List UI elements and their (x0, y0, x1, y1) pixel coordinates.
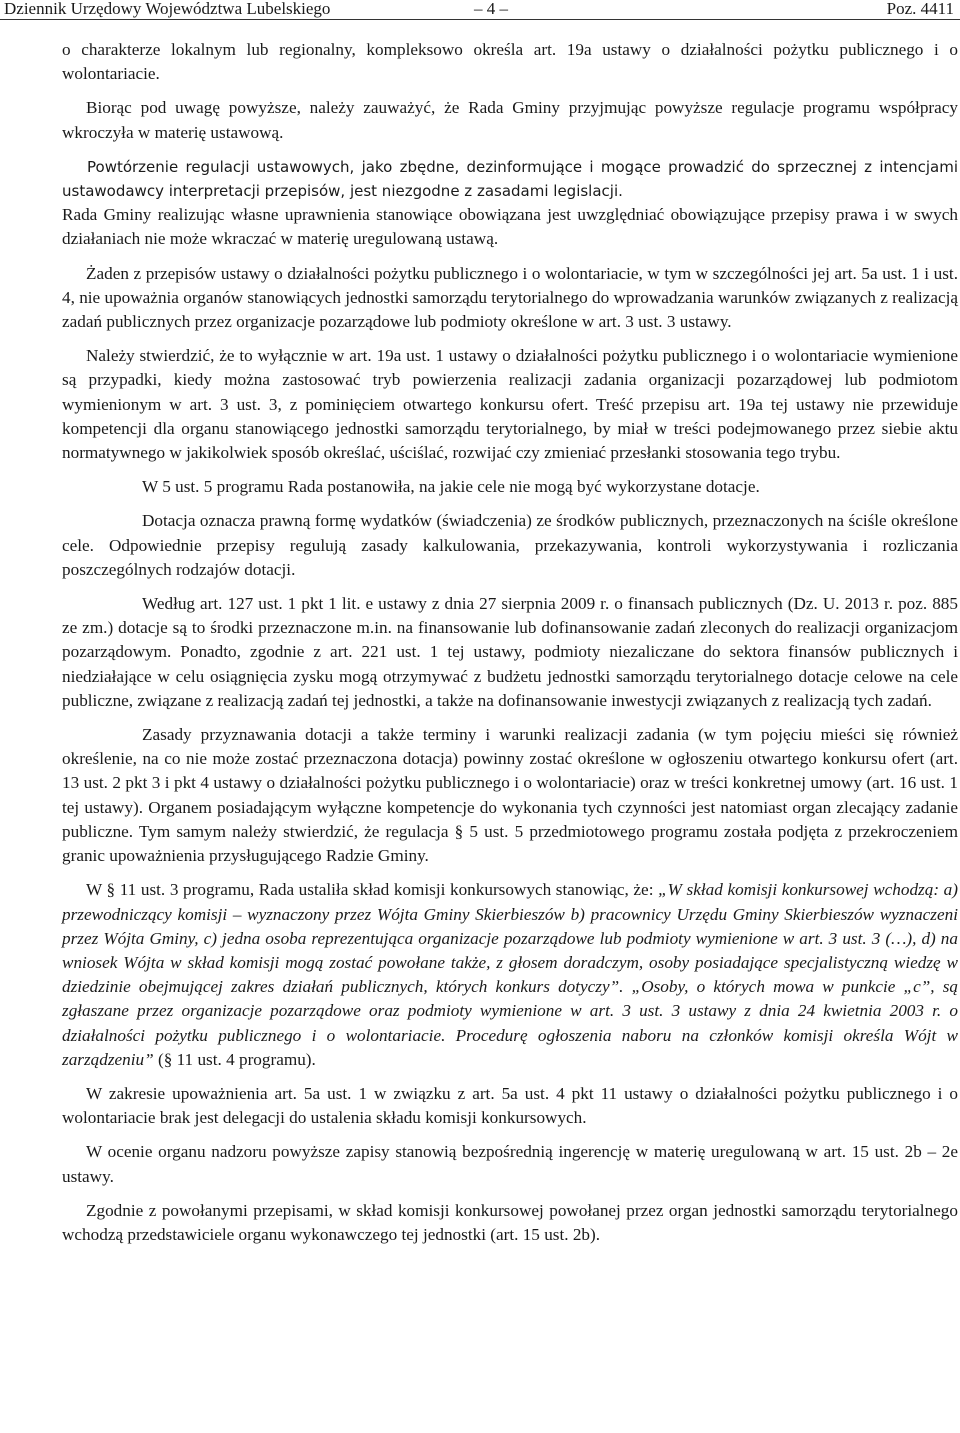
paragraph: W 5 ust. 5 programu Rada postanowiła, na jakie cele nie mogą być wykorzystane dotacje. (142, 477, 760, 497)
paragraph (62, 155, 958, 203)
paragraph-citation: (§ 11 ust. 4 programu). (157, 1049, 316, 1069)
paragraph: Dotacja oznacza prawną formę wydatków (świadczenia) ze środków publicznych, przeznaczonych na ściśle określone cele. Odpowiednie przepisy regulują zasady kalkulowania, przekazywania, kontroli wykorzystywania i rozliczania poszczególnych rodzajów dotacji. (62, 511, 958, 579)
paragraph: Żaden z przepisów ustawy o działalności pożytku publicznego i o wolontariacie, w tym w szczególności jej art. 5a ust. 1 i ust. 4, nie upoważnia organów stanowiących jednostki samorządu terytorialnego do wprowadzania warunków związanych z realizacją zadań publicznych przez organizacje pozarządowe lub podmioty określone w art. 3 ust. 3 ustawy. (62, 263, 958, 332)
header-divider (0, 19, 960, 20)
quoted-regulation: „W skład komisji konkursowej wchodzą: a) przewodniczący komisji – wyznaczony przez Wójta Gminy Skierbieszów b) pracownicy Urzędu Gminy Skierbieszów wyznaczeni przez Wójta Gminy, c) jedna osoba reprezentująca organizacje pozarządowe lub podmioty wymienione w art. 3 ust. 3 (…), d) na wniosek Wójta w skład komisji mogą zostać powołane także, z głosem doradczym, osoby posiadające specjalistyczną wiedzę w dziedzinie obejmującej zakres działań publicznych, których konkurs dotyczy”. „Osoby, o których mowa w punkcie „c”, są zgłaszane przez organizacje pozarządowe oraz podmioty wymienione w art. 3 ust. 3 ustawy z dnia 24 kwietnia 2003 r. o działalności pożytku publicznego i o wolontariacie. Procedurę ogłoszenia naboru na członków komisji określa Wójt w zarządzeniu” (62, 880, 958, 1069)
paragraph: Rada Gminy realizując własne uprawnienia stanowiące obowiązana jest uwzględniać obowiązujące przepisy prawa i w swych działaniach nie może wkraczać w materię uregulowaną ustawą. (62, 205, 958, 249)
paragraph (62, 878, 958, 1072)
position-number: Poz. 4411 (886, 0, 954, 18)
document-header (0, 0, 960, 22)
page-number: – 4 – (474, 0, 508, 18)
paragraph-intro: W § 11 ust. 3 programu, Rada ustaliła skład komisji konkursowych stanowiąc, że: (86, 880, 654, 900)
paragraph: o charakterze lokalnym lub regionalny, kompleksowo określa art. 19a ustawy o działalności pożytku publicznego i o wolontariacie. (62, 40, 958, 84)
paragraph: Według art. 127 ust. 1 pkt 1 lit. e ustawy z dnia 27 sierpnia 2009 r. o finansach publicznych (Dz. U. 2013 r. poz. 885 ze zm.) dotacje są to środki przeznaczone m.in. na finansowanie lub dofinansowanie zadań zleconych do realizacji organizacjom pozarządowym. Ponadto, zgodnie z art. 221 ust. 1 tej ustawy, podmioty niezaliczane do sektora finansów publicznych i niedziałające w celu osiągnięcia zysku mogą otrzymywać z budżetu jednostki samorządu terytorialnego dotacje celowe na cele publiczne, związane z realizacją zadań tej jednostki, a także na dofinansowanie inwestycji związanych z realizacją tych zadań. (62, 594, 958, 710)
document-body (62, 38, 958, 1257)
paragraph: Zgodnie z powołanymi przepisami, w skład komisji konkursowej powołanej przez organ jednostki samorządu terytorialnego wchodzą przedstawiciele organu wykonawczego tej jednostki (art. 15 ust. 2b). (62, 1200, 958, 1244)
paragraph: Zasady przyznawania dotacji a także terminy i warunki realizacji zadania (w tym pojęciu mieści się również określenie, na co nie może zostać przeznaczona dotacja) powinny zostać określone w ogłoszeniu otwartego konkursu ofert (art. 13 ust. 2 pkt 3 i pkt 4 ustawy o działalności pożytku publicznego i o wolontariacie) oraz w treści konkretnej umowy (art. 16 ust. 1 tej ustawy). Organem posiadającym wyłączne kompetencje do wykonania tych czynności jest natomiast organ zlecający zadanie publiczne. Tym samym należy stwierdzić, że regulacja § 5 ust. 5 przedmiotowego programu została podjęta z przekroczeniem granic upoważnienia przysługującego Radzie Gminy. (62, 725, 958, 866)
paragraph: W ocenie organu nadzoru powyższe zapisy stanowią bezpośrednią ingerencję w materię uregulowaną w art. 15 ust. 2b – 2e ustawy. (62, 1142, 958, 1186)
journal-title: Dziennik Urzędowy Województwa Lubelskiego (4, 0, 331, 18)
paragraph: Należy stwierdzić, że to wyłącznie w art. 19a ust. 1 ustawy o działalności pożytku publicznego i o wolontariacie wymienione są przypadki, kiedy można zastosować tryb powierzenia realizacji zadania organizacji pozarządowej lub podmiotom wymienionym w art. 3 ust. 3, z pominięciem otwartego konkursu ofert. Treść przepisu art. 19a tej ustawy nie przewiduje kompetencji dla organu stanowiącego jednostki samorządu terytorialnego, by miał w treści podejmowanego przez siebie aktu normatywnego w jakikolwiek sposób określać, uściślać, rozwijać czy zmieniać przesłanki stosowania tego trybu. (62, 346, 958, 463)
paragraph: W zakresie upoważnienia art. 5a ust. 1 w związku z art. 5a ust. 4 pkt 11 ustawy o działalności pożytku publicznego i o wolontariacie brak jest delegacji do ustalenia składu komisji konkursowych. (62, 1083, 958, 1128)
paragraph: Biorąc pod uwagę powyższe, należy zauważyć, że Rada Gminy przyjmując powyższe regulacje programu współpracy wkroczyła w materię ustawową. (62, 98, 958, 142)
paragraph-sentence: Powtórzenie regulacji ustawowych, jako zbędne, dezinformujące i mogące prowadzić do sprzecznej z intencjami ustawodawcy interpretacji przepisów, jest niezgodne z zasadami legislacji. (62, 157, 958, 201)
